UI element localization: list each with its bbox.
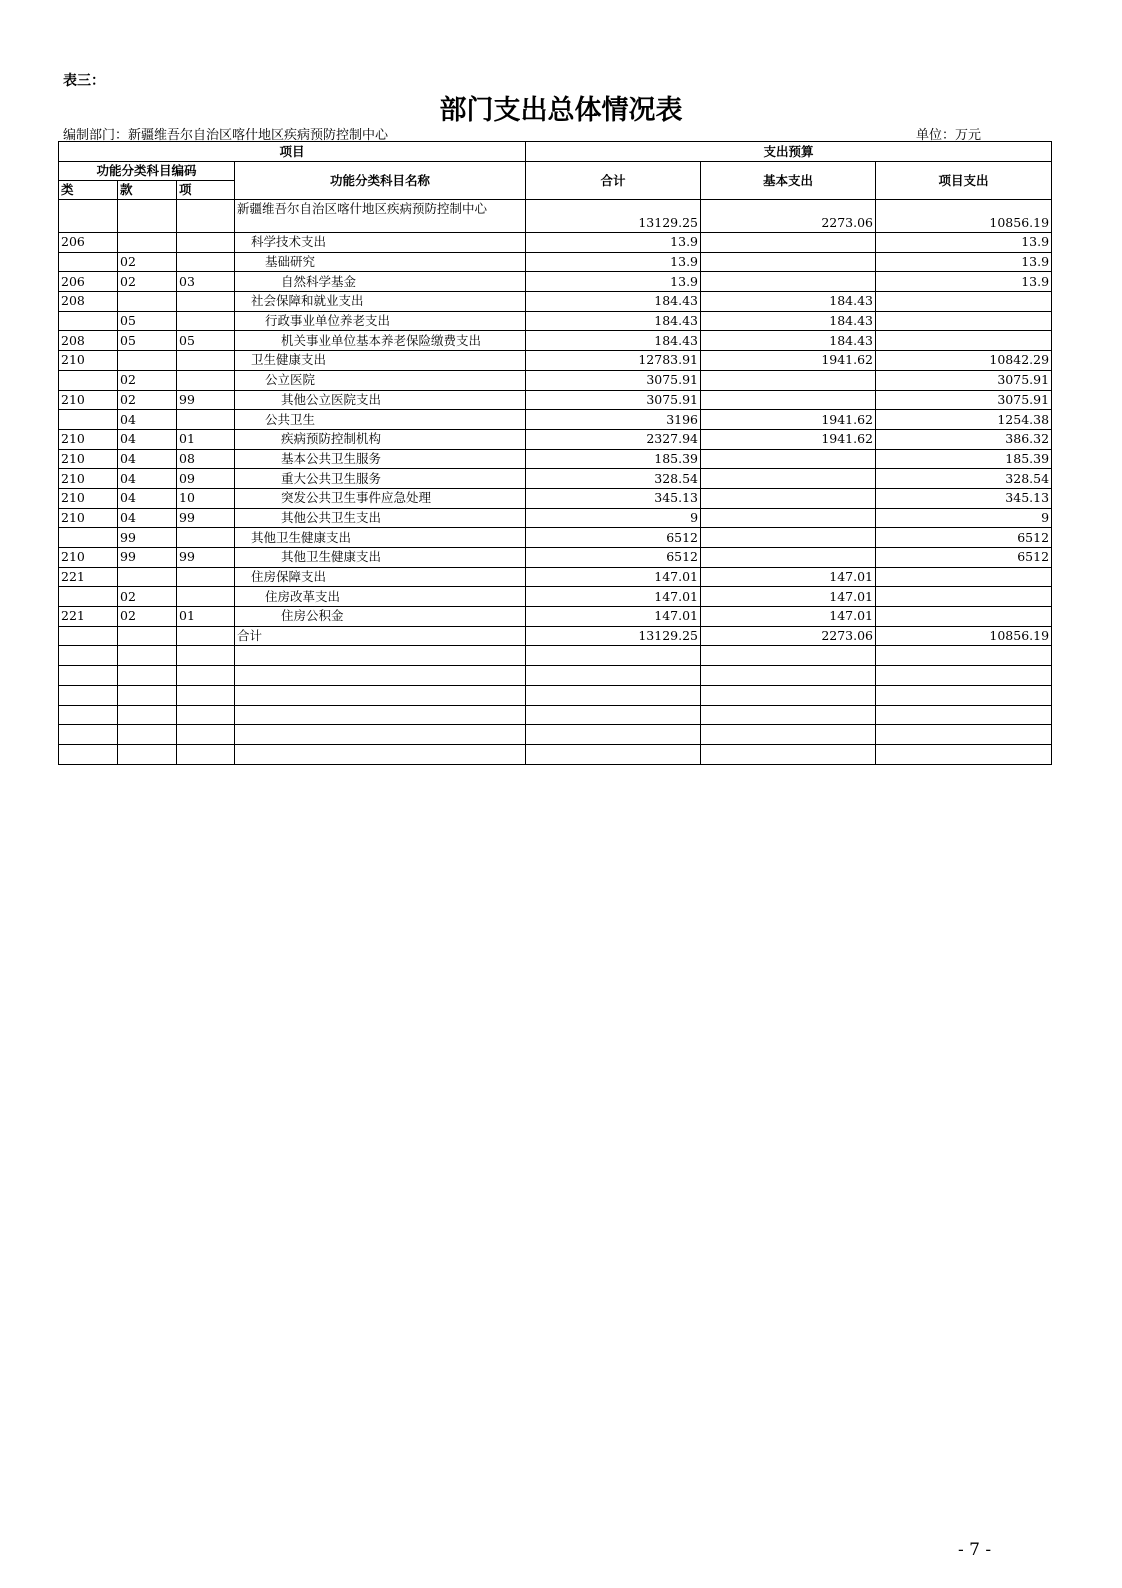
- cell-total: 3075.91: [526, 390, 701, 410]
- cell-kuan: [118, 567, 177, 587]
- cell-lei: [59, 252, 118, 272]
- blank-cell: [118, 685, 177, 705]
- cell-total: 147.01: [526, 607, 701, 627]
- cell-xiang: 99: [177, 508, 235, 528]
- cell-basic: 147.01: [701, 567, 876, 587]
- blank-cell: [177, 666, 235, 686]
- cell-lei: 210: [59, 469, 118, 489]
- cell-name: 社会保障和就业支出: [235, 292, 526, 312]
- cell-name: 行政事业单位养老支出: [235, 311, 526, 331]
- blank-cell: [118, 725, 177, 745]
- cell-name: 公共卫生: [235, 410, 526, 430]
- cell-total: 13129.25: [526, 200, 701, 233]
- blank-cell: [876, 725, 1052, 745]
- blank-cell: [876, 666, 1052, 686]
- cell-name: 其他卫生健康支出: [235, 528, 526, 548]
- expenditure-table: [58, 141, 1052, 765]
- cell-name: 突发公共卫生事件应急处理: [235, 488, 526, 508]
- cell-project: [876, 311, 1052, 331]
- header-budget: 支出预算: [526, 142, 1052, 162]
- cell-lei: 208: [59, 292, 118, 312]
- cell-project: [876, 567, 1052, 587]
- blank-cell: [235, 646, 526, 666]
- cell-lei: [59, 410, 118, 430]
- cell-xiang: [177, 370, 235, 390]
- cell-name: 基础研究: [235, 252, 526, 272]
- cell-xiang: 01: [177, 429, 235, 449]
- cell-xiang: 09: [177, 469, 235, 489]
- cell-xiang: [177, 252, 235, 272]
- blank-cell: [177, 705, 235, 725]
- blank-cell: [526, 725, 701, 745]
- blank-cell: [235, 685, 526, 705]
- cell-kuan: [118, 233, 177, 253]
- cell-xiang: [177, 528, 235, 548]
- blank-cell: [177, 744, 235, 764]
- blank-cell: [526, 666, 701, 686]
- cell-total: 13.9: [526, 233, 701, 253]
- cell-kuan: 02: [118, 390, 177, 410]
- cell-total: 12783.91: [526, 351, 701, 371]
- blank-cell: [59, 744, 118, 764]
- cell-total: 147.01: [526, 587, 701, 607]
- cell-lei: [59, 370, 118, 390]
- cell-basic: [701, 449, 876, 469]
- cell-name: 其他卫生健康支出: [235, 548, 526, 568]
- cell-kuan: 99: [118, 528, 177, 548]
- cell-basic: 184.43: [701, 311, 876, 331]
- cell-name: 疾病预防控制机构: [235, 429, 526, 449]
- cell-lei: 206: [59, 272, 118, 292]
- cell-kuan: 02: [118, 370, 177, 390]
- cell-total: 184.43: [526, 292, 701, 312]
- blank-cell: [59, 646, 118, 666]
- cell-basic: 147.01: [701, 587, 876, 607]
- table-row: [59, 429, 1052, 449]
- cell-xiang: [177, 233, 235, 253]
- cell-kuan: 04: [118, 429, 177, 449]
- cell-total: 185.39: [526, 449, 701, 469]
- table-row: [59, 626, 1052, 646]
- cell-kuan: 04: [118, 449, 177, 469]
- cell-lei: [59, 311, 118, 331]
- cell-basic: 184.43: [701, 292, 876, 312]
- table-row: [59, 410, 1052, 430]
- cell-xiang: 99: [177, 548, 235, 568]
- header-lei: 类: [59, 181, 118, 200]
- blank-cell: [177, 725, 235, 745]
- blank-cell: [701, 685, 876, 705]
- cell-kuan: [118, 292, 177, 312]
- cell-name: 合计: [235, 626, 526, 646]
- table-row: [59, 252, 1052, 272]
- cell-xiang: [177, 200, 235, 233]
- cell-total: 9: [526, 508, 701, 528]
- cell-kuan: 04: [118, 508, 177, 528]
- blank-cell: [876, 646, 1052, 666]
- cell-total: 345.13: [526, 488, 701, 508]
- prepared-by-department: 编制部门：新疆维吾尔自治区喀什地区疾病预防控制中心: [63, 128, 389, 143]
- table-label: 表三：: [63, 73, 105, 89]
- table-row: [59, 567, 1052, 587]
- cell-lei: 210: [59, 488, 118, 508]
- cell-basic: [701, 252, 876, 272]
- table-row: [59, 311, 1052, 331]
- blank-cell: [701, 725, 876, 745]
- cell-kuan: 02: [118, 252, 177, 272]
- cell-basic: [701, 488, 876, 508]
- cell-name: 新疆维吾尔自治区喀什地区疾病预防控制中心: [235, 200, 526, 233]
- blank-cell: [235, 705, 526, 725]
- cell-name: 其他公共卫生支出: [235, 508, 526, 528]
- cell-basic: 1941.62: [701, 429, 876, 449]
- table-row: [59, 331, 1052, 351]
- cell-lei: 210: [59, 390, 118, 410]
- header-name: 功能分类科目名称: [235, 162, 526, 200]
- cell-project: 6512: [876, 528, 1052, 548]
- blank-cell: [876, 744, 1052, 764]
- cell-basic: [701, 528, 876, 548]
- cell-xiang: [177, 292, 235, 312]
- cell-basic: [701, 370, 876, 390]
- cell-name: 卫生健康支出: [235, 351, 526, 371]
- cell-project: 1254.38: [876, 410, 1052, 430]
- cell-kuan: 04: [118, 410, 177, 430]
- table-row: [59, 528, 1052, 548]
- table-row: [59, 607, 1052, 627]
- page-title: 部门支出总体情况表: [439, 95, 683, 126]
- cell-xiang: 01: [177, 607, 235, 627]
- blank-cell: [526, 685, 701, 705]
- cell-project: 13.9: [876, 233, 1052, 253]
- cell-project: 10856.19: [876, 200, 1052, 233]
- blank-cell: [59, 725, 118, 745]
- table-row: [59, 488, 1052, 508]
- blank-cell: [118, 646, 177, 666]
- cell-total: 3075.91: [526, 370, 701, 390]
- cell-project: 3075.91: [876, 390, 1052, 410]
- cell-xiang: 99: [177, 390, 235, 410]
- blank-cell: [235, 725, 526, 745]
- cell-total: 2327.94: [526, 429, 701, 449]
- cell-lei: 210: [59, 449, 118, 469]
- blank-cell: [701, 744, 876, 764]
- blank-cell: [701, 646, 876, 666]
- cell-project: 6512: [876, 548, 1052, 568]
- cell-kuan: [118, 200, 177, 233]
- cell-project: 10842.29: [876, 351, 1052, 371]
- header-item: 项目: [59, 142, 526, 162]
- header-kuan: 款: [118, 181, 177, 200]
- cell-total: 13.9: [526, 252, 701, 272]
- cell-project: 185.39: [876, 449, 1052, 469]
- cell-total: 184.43: [526, 331, 701, 351]
- cell-project: [876, 587, 1052, 607]
- cell-name: 科学技术支出: [235, 233, 526, 253]
- cell-project: 9: [876, 508, 1052, 528]
- cell-lei: 210: [59, 351, 118, 371]
- cell-total: 13129.25: [526, 626, 701, 646]
- cell-lei: [59, 587, 118, 607]
- header-code-group: 功能分类科目编码: [59, 162, 235, 181]
- cell-project: 3075.91: [876, 370, 1052, 390]
- blank-cell: [59, 685, 118, 705]
- table-row: [59, 390, 1052, 410]
- cell-lei: 221: [59, 567, 118, 587]
- cell-lei: [59, 626, 118, 646]
- blank-row: [59, 646, 1052, 666]
- table-row: [59, 370, 1052, 390]
- blank-row: [59, 666, 1052, 686]
- cell-basic: [701, 548, 876, 568]
- blank-cell: [177, 646, 235, 666]
- cell-name: 机关事业单位基本养老保险缴费支出: [235, 331, 526, 351]
- cell-kuan: 99: [118, 548, 177, 568]
- cell-xiang: [177, 351, 235, 371]
- cell-basic: [701, 390, 876, 410]
- cell-lei: [59, 528, 118, 548]
- cell-name: 自然科学基金: [235, 272, 526, 292]
- cell-kuan: 02: [118, 587, 177, 607]
- cell-kuan: 05: [118, 311, 177, 331]
- cell-total: 184.43: [526, 311, 701, 331]
- cell-kuan: 04: [118, 488, 177, 508]
- blank-cell: [118, 666, 177, 686]
- cell-name: 基本公共卫生服务: [235, 449, 526, 469]
- cell-basic: [701, 233, 876, 253]
- blank-cell: [701, 666, 876, 686]
- blank-cell: [235, 666, 526, 686]
- table-row: [59, 233, 1052, 253]
- cell-name: 住房改革支出: [235, 587, 526, 607]
- table-row: [59, 200, 1052, 233]
- table-row: [59, 508, 1052, 528]
- table-row: [59, 351, 1052, 371]
- cell-total: 6512: [526, 528, 701, 548]
- blank-row: [59, 744, 1052, 764]
- cell-project: [876, 607, 1052, 627]
- cell-lei: 210: [59, 548, 118, 568]
- table-row: [59, 548, 1052, 568]
- cell-name: 住房保障支出: [235, 567, 526, 587]
- cell-project: 328.54: [876, 469, 1052, 489]
- cell-name: 重大公共卫生服务: [235, 469, 526, 489]
- cell-total: 3196: [526, 410, 701, 430]
- blank-cell: [118, 744, 177, 764]
- cell-lei: 221: [59, 607, 118, 627]
- blank-cell: [177, 685, 235, 705]
- cell-name: 住房公积金: [235, 607, 526, 627]
- cell-kuan: 04: [118, 469, 177, 489]
- header-total: 合计: [526, 162, 701, 200]
- cell-xiang: [177, 567, 235, 587]
- table-row: [59, 469, 1052, 489]
- cell-xiang: [177, 410, 235, 430]
- blank-cell: [526, 744, 701, 764]
- cell-basic: [701, 508, 876, 528]
- unit-label: 单位：万元: [916, 128, 982, 143]
- blank-cell: [526, 705, 701, 725]
- blank-cell: [701, 705, 876, 725]
- blank-cell: [118, 705, 177, 725]
- header-project: 项目支出: [876, 162, 1052, 200]
- table-row: [59, 292, 1052, 312]
- cell-lei: 206: [59, 233, 118, 253]
- cell-basic: 2273.06: [701, 200, 876, 233]
- cell-xiang: [177, 626, 235, 646]
- blank-cell: [59, 705, 118, 725]
- table-row: [59, 449, 1052, 469]
- cell-lei: 210: [59, 508, 118, 528]
- table-row: [59, 272, 1052, 292]
- cell-basic: [701, 469, 876, 489]
- cell-kuan: 05: [118, 331, 177, 351]
- cell-total: 13.9: [526, 272, 701, 292]
- cell-basic: [701, 272, 876, 292]
- cell-name: 其他公立医院支出: [235, 390, 526, 410]
- cell-project: 386.32: [876, 429, 1052, 449]
- cell-project: 13.9: [876, 272, 1052, 292]
- cell-name: 公立医院: [235, 370, 526, 390]
- cell-kuan: 02: [118, 607, 177, 627]
- cell-kuan: [118, 351, 177, 371]
- table-row: [59, 587, 1052, 607]
- cell-xiang: 05: [177, 331, 235, 351]
- cell-project: 10856.19: [876, 626, 1052, 646]
- cell-xiang: 08: [177, 449, 235, 469]
- cell-kuan: [118, 626, 177, 646]
- cell-total: 147.01: [526, 567, 701, 587]
- cell-xiang: 10: [177, 488, 235, 508]
- cell-basic: 1941.62: [701, 410, 876, 430]
- cell-basic: 1941.62: [701, 351, 876, 371]
- header-xiang: 项: [177, 181, 235, 200]
- header-basic: 基本支出: [701, 162, 876, 200]
- cell-basic: 184.43: [701, 331, 876, 351]
- cell-project: 13.9: [876, 252, 1052, 272]
- blank-cell: [876, 685, 1052, 705]
- cell-total: 328.54: [526, 469, 701, 489]
- page-number: - 7 -: [958, 1540, 992, 1560]
- cell-lei: 208: [59, 331, 118, 351]
- cell-project: 345.13: [876, 488, 1052, 508]
- blank-cell: [59, 666, 118, 686]
- cell-project: [876, 292, 1052, 312]
- cell-lei: [59, 200, 118, 233]
- cell-xiang: [177, 587, 235, 607]
- blank-cell: [235, 744, 526, 764]
- blank-row: [59, 725, 1052, 745]
- cell-total: 6512: [526, 548, 701, 568]
- blank-row: [59, 685, 1052, 705]
- cell-xiang: 03: [177, 272, 235, 292]
- cell-project: [876, 331, 1052, 351]
- cell-basic: 2273.06: [701, 626, 876, 646]
- cell-xiang: [177, 311, 235, 331]
- cell-kuan: 02: [118, 272, 177, 292]
- blank-row: [59, 705, 1052, 725]
- cell-lei: 210: [59, 429, 118, 449]
- blank-cell: [876, 705, 1052, 725]
- cell-basic: 147.01: [701, 607, 876, 627]
- blank-cell: [526, 646, 701, 666]
